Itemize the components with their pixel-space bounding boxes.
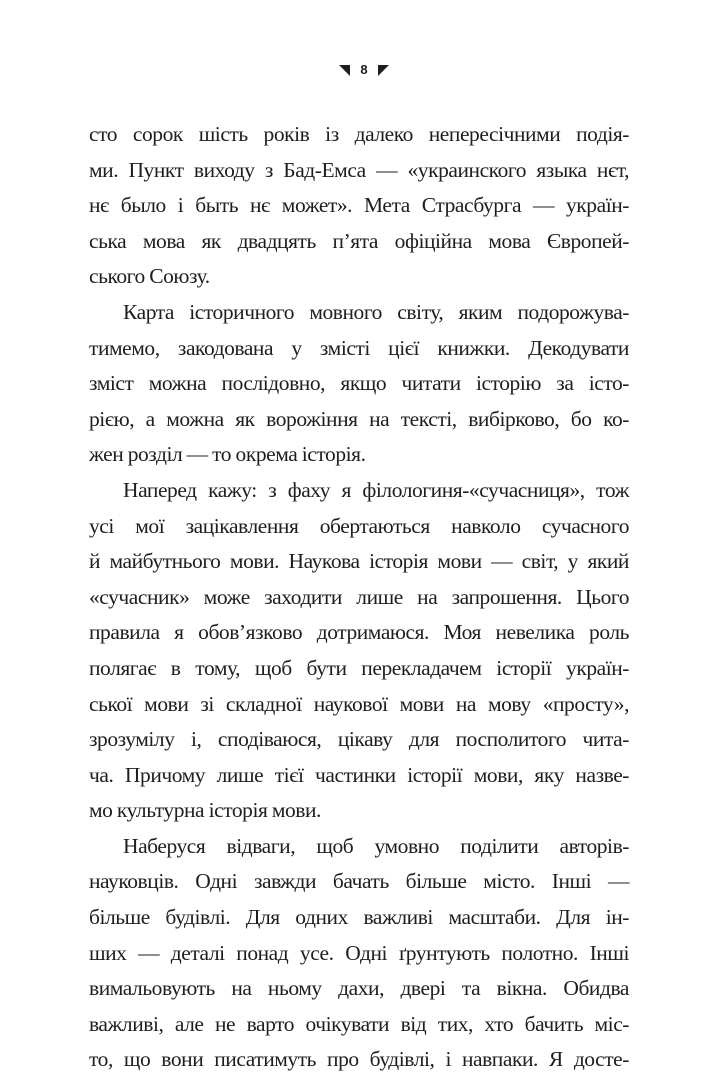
text-line: мо культурна історія мови. (89, 798, 321, 823)
right-corner-ornament-icon (378, 65, 389, 76)
text-line: вимальовують на ньому дахи, двері та вікна. Обидва (89, 976, 629, 1001)
text-line: то, що вони писатимуть про будівлі, і навпаки. Я досте- (89, 1047, 629, 1072)
text-line: науковців. Одні завжди бачать більше місто. Інші — (89, 869, 629, 894)
text-line: жен розділ — то окрема історія. (89, 442, 366, 467)
text-line: усі мої зацікавлення обертаються навколо сучасного (89, 513, 629, 538)
text-line: ча. Причому лише тієї частинки історії мови, яку назве- (89, 762, 629, 787)
text-line: полягає в тому, щоб бути перекладачем історії україн- (89, 655, 629, 680)
page-number: 8 (360, 62, 368, 77)
text-line: більше будівлі. Для одних важливі масштаби. Для ін- (89, 905, 629, 930)
text-line: зрозумілу і, сподіваюся, цікаву для посполитого чита- (89, 727, 629, 752)
text-line: ської мови зі складної наукової мови на мову «просту», (89, 691, 629, 716)
text-line: «сучасник» може заходити лише на запрошення. Цього (89, 584, 629, 609)
body-text (89, 117, 629, 1078)
text-line: нє было і быть нє может». Мета Страсбурга — україн- (89, 193, 629, 218)
left-corner-ornament-icon (339, 65, 350, 76)
page-header (0, 60, 728, 80)
text-line: правила я обов’язково дотримаюся. Моя невелика роль (89, 620, 629, 645)
text-line: ського Союзу. (89, 264, 210, 289)
text-line: ми. Пункт виходу з Бад-Емса — «украинского языка нєт, (89, 157, 629, 182)
text-line: ших — деталі понад усе. Одні ґрунтують полотно. Інші (89, 940, 629, 965)
text-line: й майбутнього мови. Наукова історія мови — світ, у який (89, 549, 629, 574)
text-line: зміст можна послідовно, якщо читати історію за істо- (89, 371, 629, 396)
text-line: Наперед кажу: з фаху я філологиня-«сучасниця», тож (123, 477, 629, 502)
text-line: тимемо, закодована у змісті цієї книжки. Декодувати (89, 335, 629, 360)
text-line: важливі, але не варто очікувати від тих, хто бачить міс- (89, 1011, 629, 1036)
text-line: Карта історичного мовного світу, яким подорожува- (123, 299, 629, 324)
text-line: сто сорок шість років із далеко непересічними подія- (89, 122, 629, 146)
text-line: ська мова як двадцять п’ята офіційна мова Європей- (89, 228, 629, 253)
text-line: рією, а можна як ворожіння на тексті, вибірково, бо ко- (89, 406, 629, 431)
text-line: Наберуся відваги, щоб умовно поділити авторів- (123, 833, 629, 858)
